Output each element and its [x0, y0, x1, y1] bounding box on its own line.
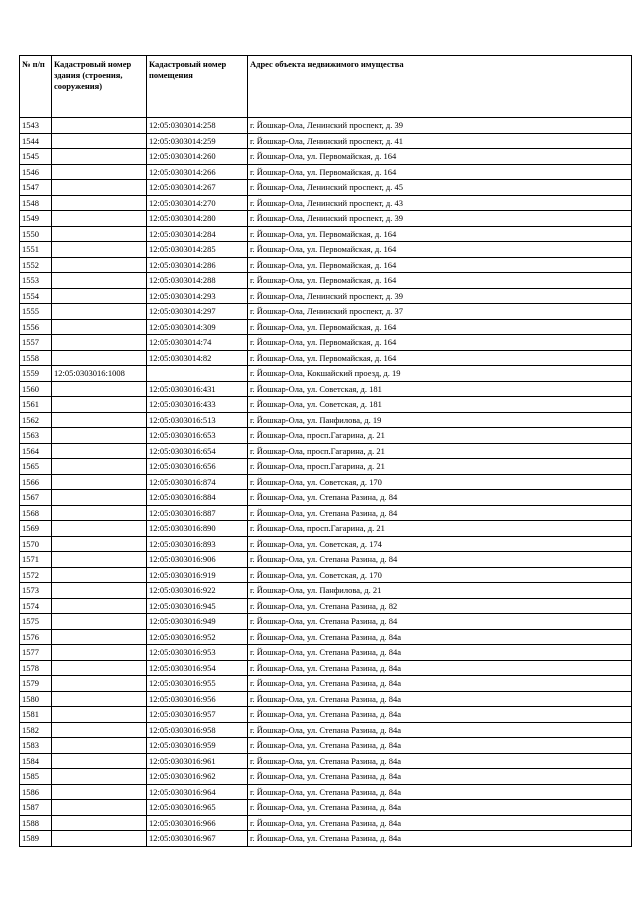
table-row: [20, 133, 632, 149]
table-row: [20, 567, 632, 583]
table-row: [20, 118, 632, 134]
cell-building-cadastral-number: [52, 645, 147, 661]
cell-row-number: 1557: [20, 335, 52, 351]
cell-property-address: г. Йошкар-Ола, ул. Первомайская, д. 164: [248, 350, 632, 366]
cell-row-number: 1578: [20, 660, 52, 676]
cell-row-number: 1585: [20, 769, 52, 785]
table-row: [20, 180, 632, 196]
cell-premises-cadastral-number: 12:05:0303016:957: [147, 707, 248, 723]
cell-premises-cadastral-number: 12:05:0303016:513: [147, 412, 248, 428]
cell-row-number: 1551: [20, 242, 52, 258]
table-row: [20, 831, 632, 847]
cell-row-number: 1574: [20, 598, 52, 614]
cell-row-number: 1562: [20, 412, 52, 428]
table-row: [20, 149, 632, 165]
cell-row-number: 1577: [20, 645, 52, 661]
cell-property-address: г. Йошкар-Ола, ул. Первомайская, д. 164: [248, 149, 632, 165]
header-row: [20, 56, 632, 118]
table-row: [20, 738, 632, 754]
cell-property-address: г. Йошкар-Ола, ул. Степана Разина, д. 84а: [248, 629, 632, 645]
cell-premises-cadastral-number: 12:05:0303014:74: [147, 335, 248, 351]
table-row: [20, 707, 632, 723]
cell-premises-cadastral-number: 12:05:0303014:267: [147, 180, 248, 196]
cell-premises-cadastral-number: 12:05:0303016:965: [147, 800, 248, 816]
cell-property-address: г. Йошкар-Ола, ул. Степана Разина, д. 84а: [248, 707, 632, 723]
table-body: [20, 118, 632, 847]
cell-row-number: 1565: [20, 459, 52, 475]
cell-property-address: г. Йошкар-Ола, Ленинский проспект, д. 39: [248, 211, 632, 227]
cell-building-cadastral-number: [52, 800, 147, 816]
cell-row-number: 1554: [20, 288, 52, 304]
cell-property-address: г. Йошкар-Ола, Ленинский проспект, д. 37: [248, 304, 632, 320]
table-row: [20, 335, 632, 351]
cell-property-address: г. Йошкар-Ола, ул. Степана Разина, д. 84а: [248, 738, 632, 754]
table-row: [20, 474, 632, 490]
cell-row-number: 1582: [20, 722, 52, 738]
cell-row-number: 1584: [20, 753, 52, 769]
table-row: [20, 676, 632, 692]
cell-building-cadastral-number: [52, 505, 147, 521]
cell-row-number: 1553: [20, 273, 52, 289]
cell-building-cadastral-number: [52, 815, 147, 831]
cell-building-cadastral-number: [52, 443, 147, 459]
cell-premises-cadastral-number: 12:05:0303016:952: [147, 629, 248, 645]
cell-property-address: г. Йошкар-Ола, ул. Первомайская, д. 164: [248, 273, 632, 289]
table-row: [20, 273, 632, 289]
cell-premises-cadastral-number: 12:05:0303014:270: [147, 195, 248, 211]
cell-property-address: г. Йошкар-Ола, ул. Степана Разина, д. 84а: [248, 815, 632, 831]
cell-row-number: 1544: [20, 133, 52, 149]
cell-row-number: 1566: [20, 474, 52, 490]
cell-premises-cadastral-number: 12:05:0303016:887: [147, 505, 248, 521]
cell-building-cadastral-number: [52, 676, 147, 692]
cell-building-cadastral-number: [52, 257, 147, 273]
cell-row-number: 1548: [20, 195, 52, 211]
cell-premises-cadastral-number: 12:05:0303016:919: [147, 567, 248, 583]
cell-row-number: 1555: [20, 304, 52, 320]
cell-building-cadastral-number: [52, 474, 147, 490]
cell-property-address: г. Йошкар-Ола, Ленинский проспект, д. 41: [248, 133, 632, 149]
table-row: [20, 397, 632, 413]
cell-building-cadastral-number: [52, 598, 147, 614]
cell-row-number: 1568: [20, 505, 52, 521]
cell-premises-cadastral-number: 12:05:0303016:956: [147, 691, 248, 707]
cell-premises-cadastral-number: 12:05:0303014:260: [147, 149, 248, 165]
cell-building-cadastral-number: [52, 459, 147, 475]
table-row: [20, 288, 632, 304]
cell-building-cadastral-number: [52, 118, 147, 134]
cell-premises-cadastral-number: 12:05:0303016:964: [147, 784, 248, 800]
property-registry-table: [19, 55, 632, 847]
cell-premises-cadastral-number: 12:05:0303014:297: [147, 304, 248, 320]
table-row: [20, 629, 632, 645]
cell-premises-cadastral-number: 12:05:0303016:954: [147, 660, 248, 676]
cell-row-number: 1587: [20, 800, 52, 816]
cell-building-cadastral-number: [52, 350, 147, 366]
cell-property-address: г. Йошкар-Ола, ул. Первомайская, д. 164: [248, 164, 632, 180]
cell-premises-cadastral-number: 12:05:0303016:922: [147, 583, 248, 599]
cell-premises-cadastral-number: 12:05:0303016:890: [147, 521, 248, 537]
cell-premises-cadastral-number: 12:05:0303016:653: [147, 428, 248, 444]
cell-property-address: г. Йошкар-Ола, ул. Степана Разина, д. 84: [248, 614, 632, 630]
cell-row-number: 1569: [20, 521, 52, 537]
cell-premises-cadastral-number: 12:05:0303016:955: [147, 676, 248, 692]
cell-property-address: г. Йошкар-Ола, ул. Советская, д. 181: [248, 397, 632, 413]
cell-row-number: 1575: [20, 614, 52, 630]
cell-property-address: г. Йошкар-Ола, ул. Степана Разина, д. 84а: [248, 722, 632, 738]
cell-row-number: 1549: [20, 211, 52, 227]
cell-premises-cadastral-number: 12:05:0303016:962: [147, 769, 248, 785]
table-row: [20, 784, 632, 800]
cell-row-number: 1560: [20, 381, 52, 397]
table-row: [20, 552, 632, 568]
cell-property-address: г. Йошкар-Ола, ул. Первомайская, д. 164: [248, 335, 632, 351]
cell-property-address: г. Йошкар-Ола, просп.Гагарина, д. 21: [248, 443, 632, 459]
cell-building-cadastral-number: [52, 784, 147, 800]
cell-row-number: 1559: [20, 366, 52, 382]
table-row: [20, 381, 632, 397]
table-row: [20, 459, 632, 475]
cell-premises-cadastral-number: 12:05:0303016:967: [147, 831, 248, 847]
table-row: [20, 443, 632, 459]
cell-building-cadastral-number: [52, 831, 147, 847]
cell-row-number: 1546: [20, 164, 52, 180]
cell-building-cadastral-number: [52, 521, 147, 537]
cell-premises-cadastral-number: 12:05:0303014:284: [147, 226, 248, 242]
cell-row-number: 1567: [20, 490, 52, 506]
header-row-number: № п/п: [20, 56, 52, 118]
cell-premises-cadastral-number: 12:05:0303014:280: [147, 211, 248, 227]
cell-property-address: г. Йошкар-Ола, ул. Степана Разина, д. 84: [248, 505, 632, 521]
table-header: [20, 56, 632, 118]
cell-premises-cadastral-number: 12:05:0303016:884: [147, 490, 248, 506]
cell-property-address: г. Йошкар-Ола, ул. Панфилова, д. 19: [248, 412, 632, 428]
cell-premises-cadastral-number: 12:05:0303016:433: [147, 397, 248, 413]
cell-building-cadastral-number: [52, 660, 147, 676]
cell-building-cadastral-number: [52, 536, 147, 552]
cell-building-cadastral-number: [52, 412, 147, 428]
cell-building-cadastral-number: [52, 180, 147, 196]
cell-property-address: г. Йошкар-Ола, Ленинский проспект, д. 39: [248, 288, 632, 304]
cell-property-address: г. Йошкар-Ола, ул. Советская, д. 181: [248, 381, 632, 397]
table-row: [20, 195, 632, 211]
header-building-cadastral-number: Кадастровый номер здания (строения, сооружения): [52, 56, 147, 118]
cell-premises-cadastral-number: 12:05:0303016:958: [147, 722, 248, 738]
cell-building-cadastral-number: [52, 753, 147, 769]
cell-property-address: г. Йошкар-Ола, ул. Степана Разина, д. 84: [248, 490, 632, 506]
header-premises-cadastral-number: Кадастровый номер помещения: [147, 56, 248, 118]
table-row: [20, 753, 632, 769]
cell-row-number: 1580: [20, 691, 52, 707]
cell-property-address: г. Йошкар-Ола, ул. Степана Разина, д. 84: [248, 552, 632, 568]
cell-row-number: 1586: [20, 784, 52, 800]
cell-row-number: 1543: [20, 118, 52, 134]
cell-building-cadastral-number: [52, 335, 147, 351]
table-row: [20, 319, 632, 335]
cell-premises-cadastral-number: 12:05:0303016:874: [147, 474, 248, 490]
cell-row-number: 1573: [20, 583, 52, 599]
cell-premises-cadastral-number: 12:05:0303016:906: [147, 552, 248, 568]
cell-building-cadastral-number: [52, 304, 147, 320]
cell-row-number: 1571: [20, 552, 52, 568]
cell-row-number: 1547: [20, 180, 52, 196]
table-row: [20, 242, 632, 258]
table-row: [20, 164, 632, 180]
table-row: [20, 536, 632, 552]
cell-building-cadastral-number: [52, 133, 147, 149]
cell-building-cadastral-number: [52, 691, 147, 707]
table-row: [20, 722, 632, 738]
cell-building-cadastral-number: 12:05:0303016:1008: [52, 366, 147, 382]
cell-premises-cadastral-number: 12:05:0303016:953: [147, 645, 248, 661]
table-row: [20, 800, 632, 816]
table-row: [20, 505, 632, 521]
cell-property-address: г. Йошкар-Ола, ул. Советская, д. 170: [248, 474, 632, 490]
cell-building-cadastral-number: [52, 164, 147, 180]
table-row: [20, 226, 632, 242]
table-row: [20, 366, 632, 382]
cell-premises-cadastral-number: 12:05:0303016:949: [147, 614, 248, 630]
table-row: [20, 645, 632, 661]
table-row: [20, 660, 632, 676]
table-row: [20, 211, 632, 227]
cell-row-number: 1552: [20, 257, 52, 273]
cell-premises-cadastral-number: 12:05:0303016:431: [147, 381, 248, 397]
cell-premises-cadastral-number: 12:05:0303014:259: [147, 133, 248, 149]
cell-property-address: г. Йошкар-Ола, ул. Советская, д. 174: [248, 536, 632, 552]
cell-row-number: 1556: [20, 319, 52, 335]
cell-premises-cadastral-number: 12:05:0303014:82: [147, 350, 248, 366]
cell-building-cadastral-number: [52, 195, 147, 211]
cell-building-cadastral-number: [52, 211, 147, 227]
cell-row-number: 1589: [20, 831, 52, 847]
cell-property-address: г. Йошкар-Ола, Ленинский проспект, д. 43: [248, 195, 632, 211]
cell-property-address: г. Йошкар-Ола, Кокшайский проезд, д. 19: [248, 366, 632, 382]
cell-premises-cadastral-number: 12:05:0303014:286: [147, 257, 248, 273]
cell-premises-cadastral-number: 12:05:0303016:945: [147, 598, 248, 614]
cell-property-address: г. Йошкар-Ола, ул. Первомайская, д. 164: [248, 319, 632, 335]
cell-building-cadastral-number: [52, 428, 147, 444]
table-row: [20, 490, 632, 506]
cell-property-address: г. Йошкар-Ола, ул. Степана Разина, д. 84а: [248, 800, 632, 816]
cell-row-number: 1545: [20, 149, 52, 165]
table-row: [20, 691, 632, 707]
table-row: [20, 304, 632, 320]
cell-building-cadastral-number: [52, 722, 147, 738]
cell-premises-cadastral-number: 12:05:0303014:288: [147, 273, 248, 289]
header-property-address: Адрес объекта недвижимого имущества: [248, 56, 632, 118]
cell-property-address: г. Йошкар-Ола, просп.Гагарина, д. 21: [248, 521, 632, 537]
cell-building-cadastral-number: [52, 226, 147, 242]
cell-property-address: г. Йошкар-Ола, Ленинский проспект, д. 45: [248, 180, 632, 196]
table-row: [20, 598, 632, 614]
table-row: [20, 583, 632, 599]
cell-property-address: г. Йошкар-Ола, ул. Степана Разина, д. 84а: [248, 784, 632, 800]
cell-building-cadastral-number: [52, 738, 147, 754]
cell-row-number: 1581: [20, 707, 52, 723]
cell-property-address: г. Йошкар-Ола, просп.Гагарина, д. 21: [248, 459, 632, 475]
cell-property-address: г. Йошкар-Ола, ул. Степана Разина, д. 84а: [248, 831, 632, 847]
table-row: [20, 350, 632, 366]
cell-property-address: г. Йошкар-Ола, ул. Степана Разина, д. 84а: [248, 645, 632, 661]
cell-building-cadastral-number: [52, 288, 147, 304]
cell-row-number: 1564: [20, 443, 52, 459]
cell-premises-cadastral-number: 12:05:0303016:961: [147, 753, 248, 769]
cell-premises-cadastral-number: [147, 366, 248, 382]
cell-building-cadastral-number: [52, 552, 147, 568]
cell-premises-cadastral-number: 12:05:0303016:893: [147, 536, 248, 552]
cell-property-address: г. Йошкар-Ола, ул. Степана Разина, д. 82: [248, 598, 632, 614]
cell-row-number: 1550: [20, 226, 52, 242]
cell-premises-cadastral-number: 12:05:0303014:258: [147, 118, 248, 134]
cell-building-cadastral-number: [52, 769, 147, 785]
cell-row-number: 1558: [20, 350, 52, 366]
table-row: [20, 257, 632, 273]
cell-premises-cadastral-number: 12:05:0303014:293: [147, 288, 248, 304]
cell-property-address: г. Йошкар-Ола, ул. Первомайская, д. 164: [248, 257, 632, 273]
table-row: [20, 614, 632, 630]
table-row: [20, 521, 632, 537]
table-row: [20, 769, 632, 785]
cell-property-address: г. Йошкар-Ола, ул. Степана Разина, д. 84а: [248, 676, 632, 692]
cell-row-number: 1588: [20, 815, 52, 831]
cell-building-cadastral-number: [52, 583, 147, 599]
table-row: [20, 412, 632, 428]
cell-row-number: 1583: [20, 738, 52, 754]
cell-premises-cadastral-number: 12:05:0303016:654: [147, 443, 248, 459]
cell-building-cadastral-number: [52, 707, 147, 723]
cell-row-number: 1576: [20, 629, 52, 645]
cell-row-number: 1563: [20, 428, 52, 444]
cell-property-address: г. Йошкар-Ола, ул. Степана Разина, д. 84а: [248, 769, 632, 785]
cell-building-cadastral-number: [52, 614, 147, 630]
cell-premises-cadastral-number: 12:05:0303016:966: [147, 815, 248, 831]
cell-property-address: г. Йошкар-Ола, просп.Гагарина, д. 21: [248, 428, 632, 444]
cell-building-cadastral-number: [52, 567, 147, 583]
cell-row-number: 1572: [20, 567, 52, 583]
cell-property-address: г. Йошкар-Ола, ул. Первомайская, д. 164: [248, 242, 632, 258]
cell-premises-cadastral-number: 12:05:0303014:285: [147, 242, 248, 258]
cell-property-address: г. Йошкар-Ола, ул. Панфилова, д. 21: [248, 583, 632, 599]
cell-property-address: г. Йошкар-Ола, ул. Степана Разина, д. 84а: [248, 660, 632, 676]
cell-building-cadastral-number: [52, 490, 147, 506]
cell-premises-cadastral-number: 12:05:0303016:959: [147, 738, 248, 754]
cell-premises-cadastral-number: 12:05:0303014:266: [147, 164, 248, 180]
cell-property-address: г. Йошкар-Ола, ул. Степана Разина, д. 84а: [248, 753, 632, 769]
cell-row-number: 1579: [20, 676, 52, 692]
table-row: [20, 428, 632, 444]
table-row: [20, 815, 632, 831]
cell-building-cadastral-number: [52, 381, 147, 397]
cell-building-cadastral-number: [52, 149, 147, 165]
cell-property-address: г. Йошкар-Ола, ул. Степана Разина, д. 84а: [248, 691, 632, 707]
cell-building-cadastral-number: [52, 397, 147, 413]
cell-building-cadastral-number: [52, 319, 147, 335]
cell-premises-cadastral-number: 12:05:0303016:656: [147, 459, 248, 475]
cell-building-cadastral-number: [52, 273, 147, 289]
cell-property-address: г. Йошкар-Ола, ул. Первомайская, д. 164: [248, 226, 632, 242]
cell-premises-cadastral-number: 12:05:0303014:309: [147, 319, 248, 335]
cell-row-number: 1561: [20, 397, 52, 413]
cell-property-address: г. Йошкар-Ола, ул. Советская, д. 170: [248, 567, 632, 583]
cell-building-cadastral-number: [52, 629, 147, 645]
cell-property-address: г. Йошкар-Ола, Ленинский проспект, д. 39: [248, 118, 632, 134]
cell-row-number: 1570: [20, 536, 52, 552]
cell-building-cadastral-number: [52, 242, 147, 258]
